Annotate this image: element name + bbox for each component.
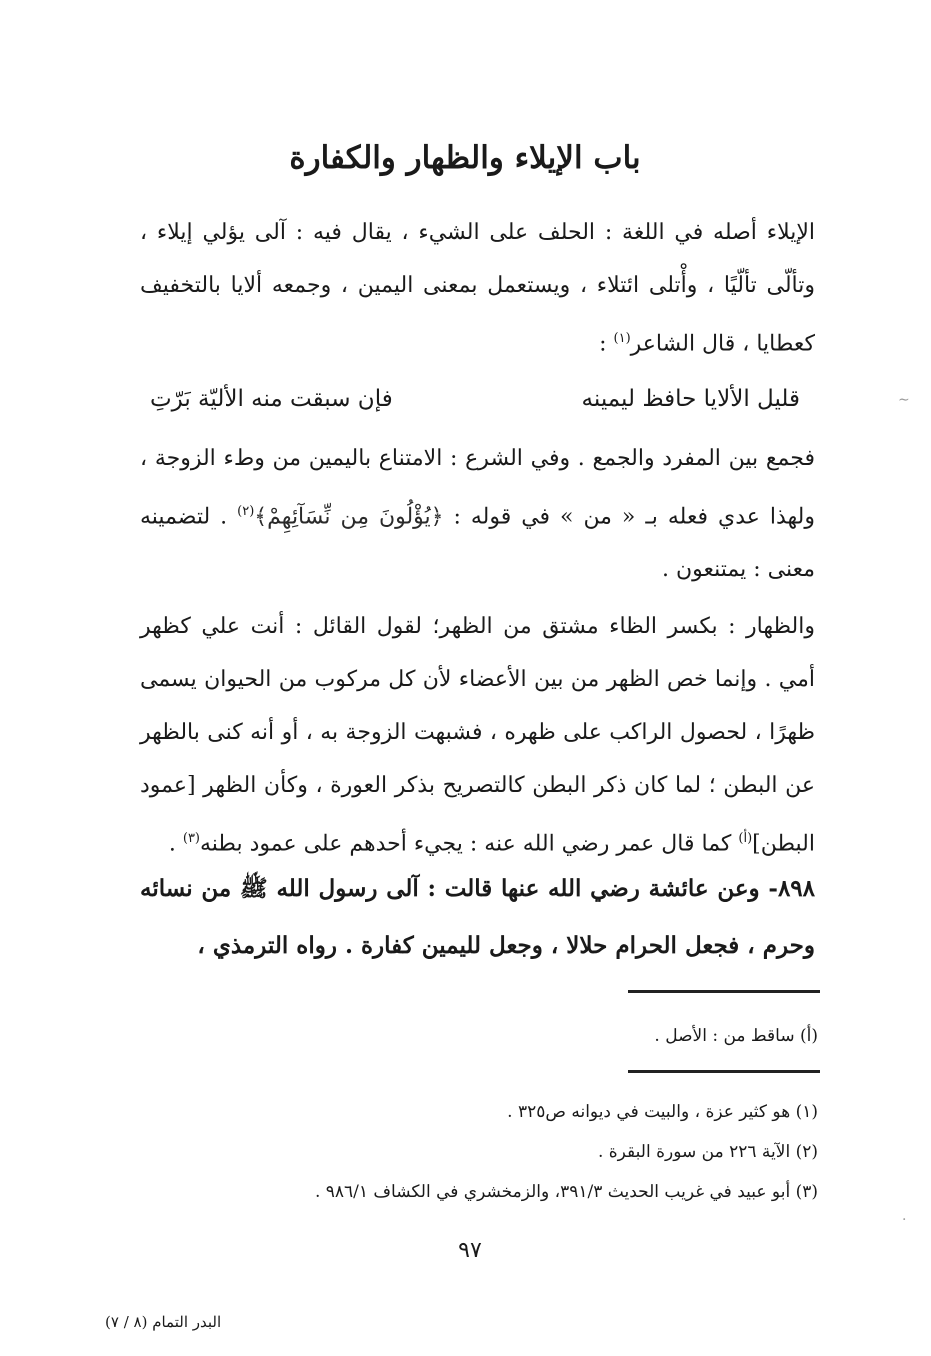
footnote-ref-2: (٢) bbox=[237, 504, 255, 519]
footer-label: البدر التمام (٨ / ٧) bbox=[105, 1313, 222, 1331]
paragraph-ila-text: الإيلاء أصله في اللغة : الحلف على الشيء ، يقال فيه : آلى يؤلي إيلاء ، وتألّى تألّيًا ، وأْتلى ائتلاء ، ويستعمل بمعنى اليمين ، وجمعه ألايا بالتخفيف كعطايا ، قال الشاعر bbox=[140, 220, 815, 357]
margin-scan-dot: · bbox=[902, 1212, 907, 1228]
poetry-verse bbox=[150, 374, 800, 424]
paragraph-zihar bbox=[140, 600, 815, 870]
paragraph-ila-end: : bbox=[599, 331, 614, 357]
paragraph-sharia bbox=[140, 432, 815, 596]
quran-quote: ﴿يُؤْلُونَ مِن نِّسَآئِهِمْ﴾ bbox=[254, 504, 444, 530]
margin-scan-mark: ∼ bbox=[898, 392, 910, 408]
paragraph-zihar-mid: كما قال عمر رضي الله عنه : يجيء أحدهم على عمود بطنه bbox=[200, 831, 739, 857]
paragraph-ila bbox=[140, 206, 815, 370]
footnote-ref-3: (٣) bbox=[182, 831, 200, 846]
variant-notes-divider bbox=[628, 990, 820, 993]
page-number: ٩٧ bbox=[458, 1238, 482, 1263]
footnote-1: (١) هو كثير عزة ، والبيت في ديوانه ص٣٢٥ . bbox=[507, 1102, 818, 1122]
footnote-2: (٢) الآية ٢٢٦ من سورة البقرة . bbox=[597, 1142, 818, 1162]
paragraph-sharia-text: فجمع بين المفرد والجمع . وفي الشرع : الامتناع باليمين من وطء الزوجة ، ولهذا عدي فعله بـ « من » في قوله : bbox=[140, 446, 815, 530]
footnotes-divider bbox=[628, 1070, 820, 1073]
chapter-title: باب الإيلاء والظهار والكفارة bbox=[289, 140, 641, 176]
variant-ref-a: (أ) bbox=[738, 831, 753, 846]
hadith-898: ٨٩٨- وعن عائشة رضي الله عنها قالت : آلى رسول الله ﷺ من نسائه وحرم ، فجعل الحرام حلالا ، وجعل لليمين كفارة . رواه الترمذي ، bbox=[140, 875, 815, 959]
paragraph-zihar-text: والظهار : بكسر الظاء مشتق من الظهر؛ لقول القائل : أنت علي كظهر أمي . وإنما خص الظهر من بين الأعضاء لأن كل مركوب من الحيوان يسمى ظهرًا ، لحصول الراكب على ظهره ، فشبهت الزوجة به ، أو أنه كنى بالظهر عن البطن ؛ لما كان ذكر البطن كالتصريح بذكر العورة ، وكأن الظهر [عمود البطن] bbox=[140, 614, 816, 857]
footnote-3: (٣) أبو عبيد في غريب الحديث ٣٩١/٣، والزمخشري في الكشاف ٩٨٦/١ . bbox=[314, 1182, 818, 1202]
paragraph-sharia-end: . لتضمينه معنى : يمتنعون . bbox=[140, 504, 815, 583]
paragraph-zihar-end: . bbox=[168, 831, 183, 857]
verse-second-hemistich: فإن سبقت منه الأليّة بَرّتِ bbox=[150, 386, 393, 412]
footnote-ref-1: (١) bbox=[613, 331, 631, 346]
verse-first-hemistich: قليل الألايا حافظ ليمينه bbox=[581, 386, 800, 412]
variant-note-a: (أ) ساقط من : الأصل . bbox=[654, 1026, 818, 1046]
